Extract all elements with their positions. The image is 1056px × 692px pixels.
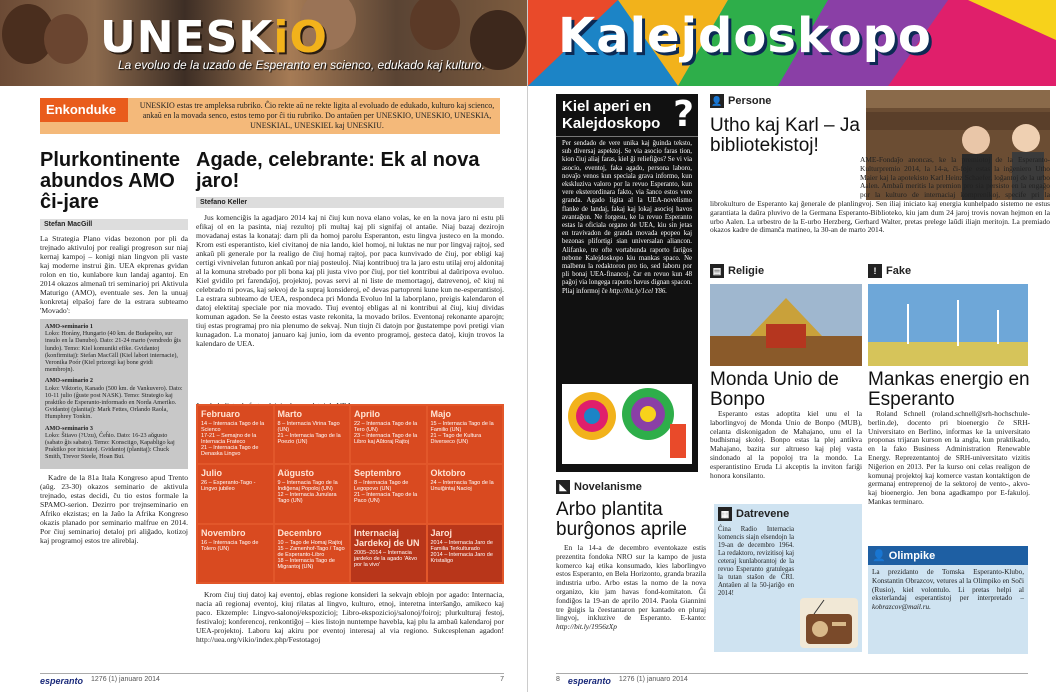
- unesko-header: [0, 0, 528, 86]
- article-amo-body-end: Kadre de la 81a Itala Kongreso apud Trento (aŭg. 23-30) okazos seminario de aktivula trejnado, estas decidi, ĉu tio estos formale la SPAMO-serion. Dezirro por trejnseminario en Afriko ekzistas; en la Jaŭo la Afrika Kongreso okazis planado por seminario malfrue en 2014. Por ĉiuj seminarioj detaloj pri aliĝado, kotizoj kaj programoj estos tre alireblaj.: [40, 472, 188, 545]
- footer-left: [40, 673, 504, 686]
- calendar-years: Jaroj 2014 – Internacia Jaro de Familia Terkulturado 2014 – Internacia Jaro de Kristaligo: [428, 525, 503, 582]
- olimpike-box: [868, 546, 1028, 654]
- persone-section: [710, 94, 870, 156]
- seminar-item: AMO-seminario 1 Loko: Horány, Hungario (40 km. de Budapeŝto, sur insulo en la Danubo). Dato: 21-24 marto (vendredo ĝis lundo). Temo: Kiel komuniki efike. Gvidantoj (konfirmitaj): Stefan MacGill (Kiel labori internacie), Veronika Poór (Kiel prizorgi kaj bone gvidi membrojn).: [45, 323, 181, 374]
- datrevene-box: [714, 504, 862, 652]
- fake-title: Mankas energio en Esperanto: [868, 369, 1030, 410]
- persone-text: AME-Fondaĵo anoncas, ke la premiotoj de la Esperanto-Kulturpremio 2014, la 14-a, ĉi-foje estas la inĝeniero Utho Maier kaj la apotekisto Karl Heinz Schaefer, loĝantoj de la urbo Aalen. Ambaŭ meritis la premion pro sia persisto en la engaĝo por la kulturo de internaciaj komprenikoj, specife pri la librokulturo de Esperanto kaj ĝenerale de planlingvoj. Sen iliaj iniciato kaj energia kunhelpado sistemo ne estus garantiata la daŭra pluvivo de la Germana Esperanto-Biblioteko, kiu jam dum 24 jaroj trovis novan hejmon en la urbo Aalen. La urbestro de la E-urbo Herzberg, Gerhard Walter, pretas prelege laŭdi iliajn meritojn. La premiado okazos kadre de dimanĉa matineo, la 30-an de marto 2014.: [710, 156, 1050, 235]
- article-agade-title: Agade, celebrante: Ek al nova jaro!: [196, 149, 480, 192]
- seminar-item: AMO-seminario 2 Loko: Viktorio, Kanado (500 km. de Vankuvero). Dato: 10-11 julio (ĝuste post NASK). Temo: Strategio kaj praktiko de Esperanto-informado en Norda Ameriko. Gvidantoj (planitaj): Mark Fettes, Orlando Raola, Humphrey Tonkin.: [45, 377, 183, 421]
- monastery-photo: [710, 284, 862, 366]
- calendar-grid: [196, 404, 504, 584]
- tag-icon: ◣: [556, 480, 570, 494]
- person-icon: 👤: [711, 96, 723, 106]
- calendar-decades: Internaciaj Jardekoj de UN 2005–2014 – Internacia jardeko de la agado 'Akvo por la vivo': [351, 525, 426, 582]
- calendar-month: Februaro 14 – Internacia Tago de la Scienco 17-21 – Semajno de la Internacia Frateco 21 – Internacia Tago de Denaska Lingvo: [198, 406, 273, 463]
- kalejdoskopo-header: [528, 0, 1056, 86]
- religie-label: ▤ Religie: [710, 264, 860, 278]
- calendar-month: Novembro 16 – Internacia Tago de Tolero (UN): [198, 525, 273, 582]
- kaleidoscope-illustration: [562, 384, 692, 464]
- article-agade-body-end: Krom ĉiuj tiuj datoj kaj eventoj, eblas regione konsideri la sekvajn eblojn por agado: Internacia, nacia aŭ regionaj eventoj, kiuj rilatas al lingvo, kulturo, etnoj, interetna interŝanĝo, amikeco kaj paco. Ekzemple: Lingvo-salonoj/ekspozicioj; Libro-ekspozicioj/salonoj/foiroj; plurkulturaj festoj, festivaloj; konferencoj, renkontiĝoj – kies listojn nuntempe havebla, kaj plu la ambaŭ kalendaroj por UEA-projektoj. Laboru kaj akiru por eventoj interesaj al via regiono. Sukcesplenan agadon! http://uea.org/vikio/index.php/Festotagoj: [196, 590, 504, 644]
- datrevene-label: ▦ Datrevene: [714, 504, 862, 524]
- article-agade-body: Jus komenciĝis la agadjaro 2014 kaj ni ĉiuj kun nova elano volas, ke en la nova jaro ni estu pli efikaj ol en la pasinta, niaj rezultoj pli multaj kaj pli signifaj ol antaŭe. Niaj bazaj dezirojn movadanaj estas la konataj: darn pli da homoj parolu Esperanton, estu lingva justeco en la mondo. Krom esti esperantisto, kiel civitanoj de nia lando, kiel homoj, ni luktas ne nur por lingvaj rajtoj, sed ankaŭ pli generale por la realigo de ĉiuj homaj rajtoj, por paca kunvivado de ĉiuj, por ebligi kaj certigi vivnivelan futuron ankaŭ por niaj posteuloj. Niaj kontribuoj tra la jaro estu utilaj eroj aldonitaj al la komuna strebado por pli bona kaj pli justa vivo por ĉiuj, por tiel kontribui al daŭripova evoluo. Kiel gvidilo pri farendaĵoj, projektoj, povas servi al ni liste de memortagoj, datrevenoj, eĉ kiuj ni celebrado ni povas, kaj sekvoj de la supraj konsideroj, eĉ devas partopreni kune kun ne-esperantistoj. La estrara subteamo de UEA, respondeca pri Monda Evoluo lnl la laborplano, preigis kalendaron el datoj elektitaj speciale por nia movado. Tiuj eventoj ebligas al ni kontribui al ĉiuj, kiuj dividas komunan agadon. Se la ĉeesto estas vaste rekonita, la movado brilos. Eventonaj rekonante aparojn; tiuj estas programaj pro nia plenumo de sekvaj. Nun tiujn ĉi datojn por ĝustatempe povi pretigi vian kunagadon. La monatoj januaro kaj junio, iom da evento programoj, gesteca datoj, kiujn trovos la kalendaro de UEA.: [196, 213, 504, 348]
- calendar-month: Marto 8 – Internacia Virina Tago (UN) 21 – Internacia Tago de la Poezio (UN): [275, 406, 350, 463]
- calendar-month: Oktobro 24 – Internacia Tago de la Unuiĝintaj Nacioj: [428, 465, 503, 522]
- novelanisme-label: ◣ Novelanisme: [556, 480, 706, 494]
- calendar-month: Aprilo 22 – Internacia Tago de la Tero (UN) 23 – Internacia Tago de la Libro kaj Aŭtoraj Rajtoj: [351, 406, 426, 463]
- how-to-appear-link[interactable]: http://bit.ly/1cel Y86.: [609, 287, 667, 295]
- religie-section: [710, 264, 860, 278]
- calendar-month: Septembro 8 – Internacia Tago de Legopovo (UN) 21 – Internacia Tago de la Paco (UN): [351, 465, 426, 522]
- calendar-month: Aŭgusto 9 – Internacia Tago de la Indiĝenaj Popoloj (UN) 12 – Internacia Junulara Tago (UN): [275, 465, 350, 522]
- persone-title: Utho kaj Karl – Ja bibliotekistoj!: [710, 115, 860, 156]
- person-icon: 👤: [872, 550, 889, 562]
- how-to-appear-text: Per sendado de vere unika kaj ĝuinda teksto, sub diversaj aspektoj. Se via asocio faras tion, kion ĉiuj aliaj faras, kiel ĝi reliefiĝos? Se vi via asocio, eventoj, faka agado, persona laboro, novaĵo venos kun speciala grava informo, kun ekskluziva valoro por la revuo Esperanto, kun vere eksterordinara fakto, via ŝanco estos vere granda. Agado ligita al la UEA-novelismo flanke de landaj, fakaj kaj lokaj asocioj havos avantaĝon. Ne forgesu, ke la revuo Esperanto estas la oficiala organo de UEA, kiu sin jetas en travivadon de granda movada epopeo kaj bezonas plifortigi sian universalan aliancon. Alifanke, tre ofte vortabunda raporto fariĝos nebone Kalejdoskopo kiu mankas spaco. Ne malbenu la redaktoron pro tio, sed laboru por pli bonaj UEA-financoj, ĉar en revuo kun 48 paĝoj via longega raporto havus dignan spacon. Pliaj informoj ĉe http://bit.ly/1cel Y86.: [562, 140, 692, 295]
- article-agade-author: Stefano Keller: [196, 197, 504, 208]
- novelanisme-section: [556, 480, 706, 648]
- calendar-month: Julio 26 – Esperanto-Tago - Lingvo jubileo: [198, 465, 273, 522]
- article-amo-body: La Strategia Plano vidas bezonon por pli da trejnado aktivuloj por realigi progreson sur niaj kernaj kampoj – konigi nian lingvon pli vaste kaj moderne instrui ĝin. UEA ekprenas gvidan rolon en tio, kunlabore kun landaj agantoj. En 2014 okazos almenaŭ tri seminarioj pri Aktivula Maturigo (AMO), eventuale ses. Jen la unuaj konkretaj elpaŝoj fare de la estrara subteamo 'Movado':: [40, 234, 188, 315]
- footer-issue: 1276 (1) januaro 2014: [91, 676, 160, 683]
- article-amo: [40, 150, 188, 545]
- calendar-icon: ▦: [718, 507, 732, 521]
- radio-illustration: [800, 598, 858, 648]
- religie-text: Esperanto estas adoptita kiel unu el la laborlingvoj de Monda Unio de Bonpo (MUB), celanta diskonigadon de Mahajano, unu el la budhismaj skoloj. Bonpo estas la plej antikva Mahajano, bazita sur altrueso kaj plej vasta sindonado al la popoloj tra la mondo. La esperantistino Eruda Li akceptis la inviton fariĝi honora konsilanto.: [710, 410, 862, 480]
- novelanisme-text: En la 14-a de decembro eventokaze estis prezentita fondoka NRO sur la kampo de justa komerco kaj etika konsumado, kies laborlingvo estos Esperanto, en Bela Horizonto, granda brazila industria urbo. Arbo estas la nomo de la nova organizo, kiu jam havas fond-komitaton. Ĝi fondiĝos la 19-an de aprilo 2014. Paola Giannini tre ĝuigis la ĉeestantaron per kantado en pluraj lingvoj, inkluzive de Esperanto. E-kanto: http://bit.ly/1956zXp: [556, 544, 706, 632]
- olimpike-label: 👤 Olimpike: [868, 546, 1028, 565]
- calendar-month: Decembro 10 – Tago de Homaj Rajtoj 15 – Zamenhof-Tago / Tago de Esperanto-Libro 18 – Internacia Tago de Migrantoj (UN): [275, 525, 350, 582]
- datrevene-text: Ĉina Radio Internacia komencis siajn elsendojn la 19-an de decembro 1964. La redaktoro, revizitisoj kaj ceteraj kunlaborantoj de la revuo Esperanto gratulegas la tutan staŝon de ĈRI. Antaŭen al la 50-jariĝo en 2014!: [718, 526, 794, 597]
- calendar-month: Majo 15 – Internacia Tago de la Familio (UN) 21 – Tago de Kultura Diverseco (UN): [428, 406, 503, 463]
- article-amo-author: Stefan MacGill: [40, 219, 188, 230]
- page-number: 7: [500, 676, 504, 683]
- fake-section: [868, 264, 1028, 278]
- seminar-item: AMO-seminario 3 Loko: Štiavo (?Uzu), Ĉeĥio. Dato: 16-23 aŭgusto (sabato ĝis sabato). Temo: Konsciigo, Kapabligo kaj Praktiko por iniciatoj. Gvidantoj (planitaj): Chuck Smith, Trevor Steele, Hoan Bui.: [45, 424, 175, 461]
- fake-label: ! Fake: [868, 264, 1028, 278]
- article-agade: [196, 150, 504, 410]
- footer-brand: esperanto: [40, 676, 84, 686]
- religie-title: Monda Unio de Bonpo: [710, 369, 839, 410]
- book-icon: ▤: [710, 264, 724, 278]
- olimpike-email[interactable]: kobrazcov@mail.ru.: [872, 603, 931, 612]
- fake-text: Roland Schnell (roland.schnell@srh-hochschule-berlin.de), docento pri bioenergio ĉe SRH-Universitato en Berlino, informas ke la universitato proponas trijaran kurson en la angla, kun praktikado, en la fako Business Administration Renewable Energy. Reprezentantoj de SRH-universitato vizitis Niĝerion en 2013. Per la kurso oni celas realigon de komunaj projektoj kaj komerce vastan kontaktigon de germanaj entreprenoj de la sektoroj de vento-, akvo- kaj bioenergio. Jen bona agadkampo por E-fakuloj. Mankas terminaro.: [868, 410, 1030, 506]
- novelanisme-link[interactable]: http://bit.ly/1956zXp: [556, 622, 617, 632]
- novelanisme-title: Arbo plantita burĝonos aprile: [556, 499, 687, 540]
- exclamation-icon: !: [868, 264, 882, 278]
- intro-text: UNESKIO estas tre ampleksa rubriko. Ĉio rekte aŭ ne rekte ligita al evoluado de edukado, kulturo kaj scienco, ankaŭ en la movada senco, estos temo por ĉi tiu rubriko. Do antaŭen per UNESKIO, UNESKIO, UNESKIA, UNESKIAL, UNESKIEL kaj UNESKIU.: [139, 101, 495, 130]
- how-to-appear-box: [556, 94, 698, 472]
- olimpike-text: La prezidanto de Tomska Esperanto-Klubo, Konstantin Obrazcov, vetures al la Olimpiko en Soĉi (Rusio), kiel volontulo. Li pretas helpi al eksterlandaj esperantistoj per interpretado – kobrazcov@mail.ru.: [872, 568, 1024, 612]
- footer-right: [556, 673, 1028, 686]
- article-amo-title: Plurkontinente abundos AMO ĉi-jare: [40, 149, 181, 213]
- intro-tag: Enkonduke: [40, 98, 128, 122]
- unesko-title: UNESKiO: [100, 12, 328, 63]
- page-number: 8: [556, 676, 560, 683]
- persone-label: 👤 Persone: [711, 95, 772, 107]
- windmill-photo: [868, 284, 1028, 366]
- question-mark-icon: ?: [673, 94, 694, 135]
- kalejdoskopo-title: Kalejdoskopo: [558, 8, 932, 64]
- footer-issue: 1276 (1) januaro 2014: [618, 676, 688, 683]
- unesko-subtitle: La evoluo de la uzado de Esperanto en scienco, edukado kaj kulturo.: [118, 58, 485, 72]
- seminar-box: [40, 319, 188, 469]
- intro-box: [40, 98, 500, 134]
- footer-brand: esperanto: [567, 676, 611, 686]
- right-page: [528, 0, 1056, 692]
- how-to-appear-title: Kiel aperi en Kalejdoskopo ?: [556, 94, 698, 137]
